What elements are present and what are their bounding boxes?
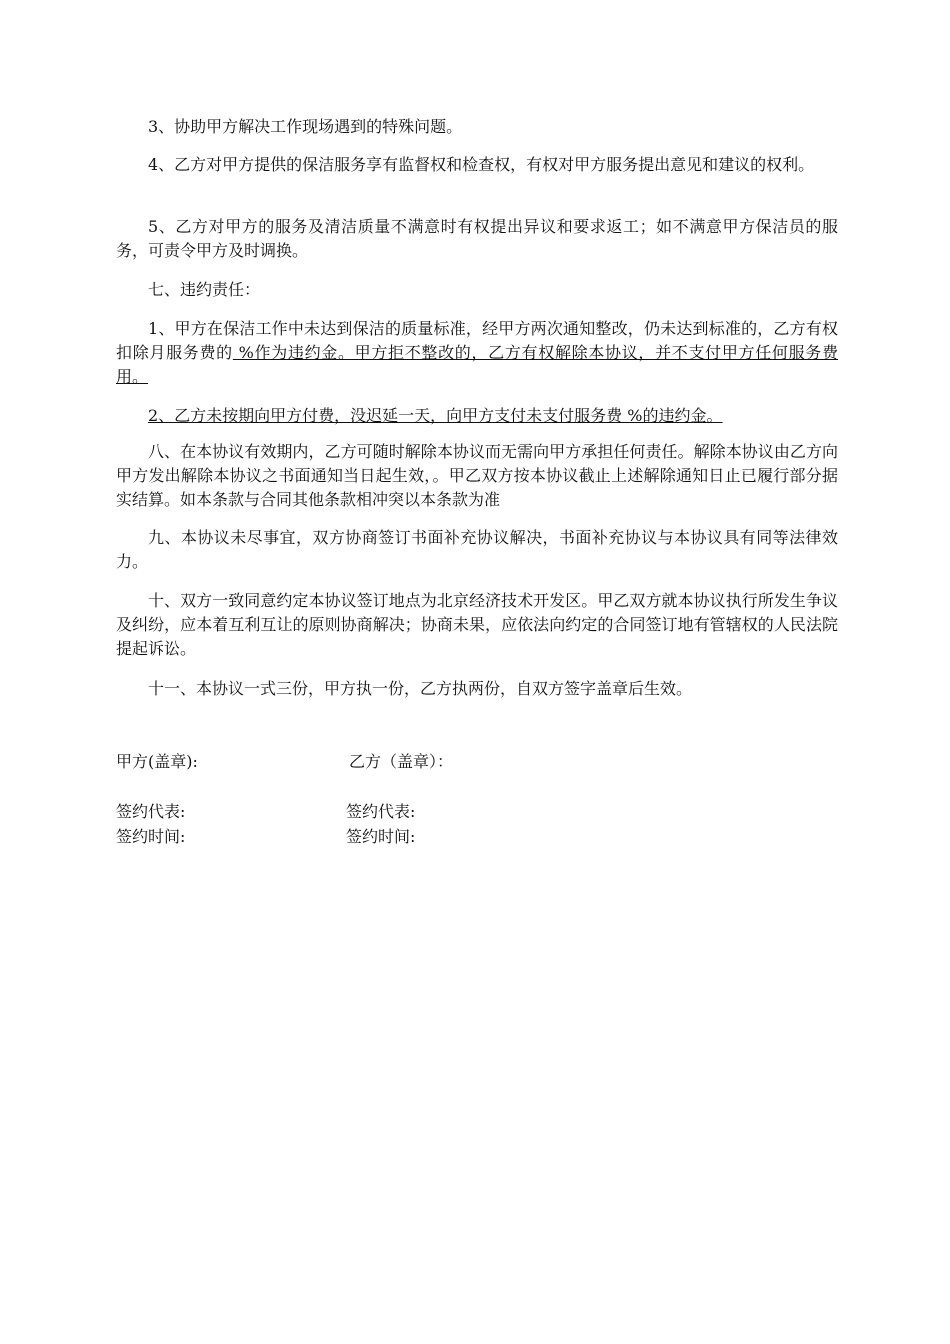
party-b-time-label: 签约时间: bbox=[346, 827, 416, 846]
party-b-seal-label: 乙方（盖章）： bbox=[349, 752, 454, 771]
section-7-item-1 bbox=[116, 317, 838, 389]
section-11: 十一、本协议一式三份，甲方执一份，乙方执两份，自双方签字盖章后生效。 bbox=[148, 679, 693, 698]
section-7-item-2-text: 2、乙方未按期向甲方付费，没迟延一天，向甲方支付未支付服务费 %的违约金。 bbox=[148, 406, 723, 425]
party-a-time-label: 签约时间: bbox=[116, 827, 186, 846]
section-9: 九、本协议未尽事宜，双方协商签订书面补充协议解决，书面补充协议与本协议具有同等法律效力。 bbox=[116, 528, 838, 571]
section-8: 八、在本协议有效期内，乙方可随时解除本协议而无需向甲方承担任何责任。解除本协议由乙方向甲方发出解除本协议之书面通知当日起生效，。甲乙双方按本协议截止上述解除通知日止已履行部分据实结算。如本条款与合同其他条款相冲突以本条款为准 bbox=[116, 442, 838, 509]
party-a-representative-label: 签约代表: bbox=[116, 802, 186, 821]
section-7-heading: 七、违约责任： bbox=[148, 280, 261, 299]
party-b-representative-label: 签约代表: bbox=[346, 802, 416, 821]
party-a-seal-label: 甲方(盖章): bbox=[116, 752, 198, 771]
clause-4: 4、乙方对甲方提供的保洁服务享有监督权和检查权，有权对甲方服务提出意见和建议的权利。 bbox=[148, 155, 815, 174]
section-7-item-1-text: 1、甲方在保洁工作中未达到保洁的质量标准，经甲方两次通知整改，仍未达到标准的，乙方有权扣除月服务费的 bbox=[116, 319, 838, 362]
section-7-item-2 bbox=[116, 404, 838, 428]
clause-5: 5、乙方对甲方的服务及清洁质量不满意时有权提出异议和要求返工；如不满意甲方保洁员的服务，可责令甲方及时调换。 bbox=[116, 217, 838, 260]
clause-3: 3、协助甲方解决工作现场遇到的特殊问题。 bbox=[148, 117, 463, 136]
section-7-item-1-underlined: %作为违约金。甲方拒不整改的，乙方有权解除本协议，并不支付甲方任何服务费用。 bbox=[116, 343, 838, 386]
section-10: 十、双方一致同意约定本协议签订地点为北京经济技术开发区。甲乙双方就本协议执行所发生争议及纠纷，应本着互利互让的原则协商解决；协商未果，应依法向约定的合同签订地有管辖权的人民法院提起诉讼。 bbox=[116, 591, 838, 658]
